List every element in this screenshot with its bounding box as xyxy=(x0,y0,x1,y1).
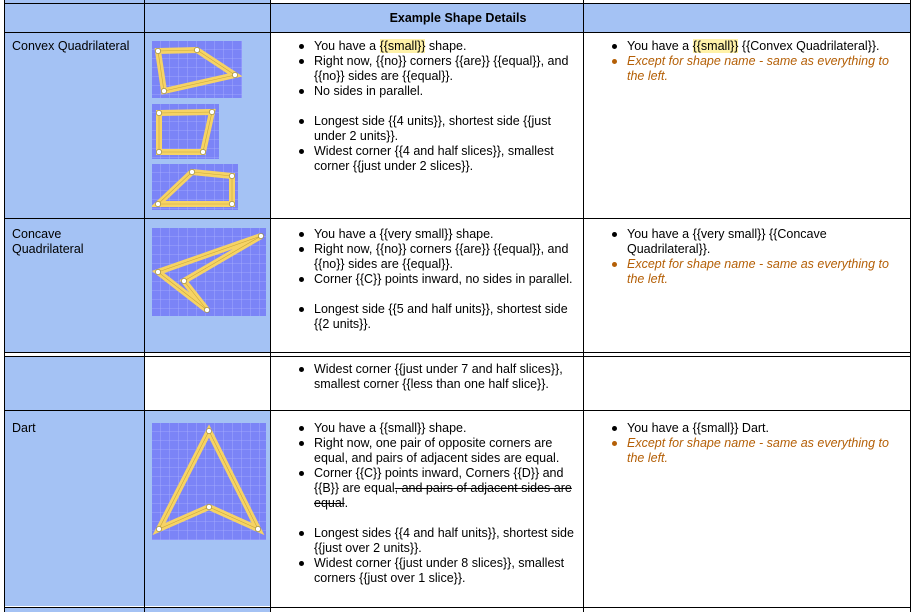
grid-line xyxy=(4,0,5,612)
grid-line xyxy=(4,3,911,4)
grid-line xyxy=(4,607,911,608)
list-item: Corner {{C}} points inward, Corners {{D}} and {{B}} are equal, and pairs of adjacent sides are equal. xyxy=(297,466,579,511)
grid-line xyxy=(144,0,145,612)
list-item: Widest corner {{4 and half slices}}, smallest corner {{just under 2 slices}}. xyxy=(297,144,579,174)
grid-line xyxy=(910,0,911,612)
convex-image-1 xyxy=(152,41,242,98)
list-item: You have a {{small}} shape. xyxy=(297,421,579,436)
continuation-details xyxy=(297,362,579,392)
grid-line xyxy=(270,0,271,612)
label-cell-bottom xyxy=(5,608,144,612)
list-item: Longest side {{5 and half units}}, shortest side {{2 units}}. xyxy=(297,302,579,332)
list-item: Right now, one pair of opposite corners are equal, and pairs of adjacent sides are equal. xyxy=(297,436,579,466)
list-item: Widest corner {{just under 7 and half slices}}, smallest corner {{less than one half slice}}. xyxy=(297,362,579,392)
label-cell-convex xyxy=(5,33,144,218)
list-item: You have a {{very small}} shape. xyxy=(297,227,579,242)
grid-line xyxy=(4,32,911,33)
grid-line xyxy=(4,218,911,219)
list-item: Right now, {{no}} corners {{are}} {{equal}}, and {{no}} sides are {{equal}}. xyxy=(297,54,579,84)
list-item: Except for shape name - same as everything to the left. xyxy=(610,257,900,287)
convex-image-2 xyxy=(152,104,219,159)
table-header xyxy=(5,3,911,32)
highlight: {{small}} xyxy=(379,39,426,53)
row-label-concave: Concave Quadrilateral xyxy=(12,227,84,256)
dart-summary xyxy=(610,421,900,466)
list-item: Longest side {{4 units}}, shortest side {{just under 2 units}}. xyxy=(297,114,579,144)
list-item: You have a {{small}} Dart. xyxy=(610,421,900,436)
row-label-convex: Convex Quadrilateral xyxy=(12,39,130,53)
header-title: Example Shape Details xyxy=(389,10,527,25)
list-item: You have a {{very small}} {{Concave Quadrilateral}}. xyxy=(610,227,900,257)
list-item: You have a {{small}} shape. xyxy=(297,39,579,54)
list-item: Except for shape name - same as everything to the left. xyxy=(610,54,900,84)
strikethrough-text: , and pairs of adjacent sides are equal xyxy=(314,481,572,510)
pic-cell-bottom xyxy=(145,608,270,612)
list-item: Widest corner {{just under 8 slices}}, smallest corners {{just over 1 slice}}. xyxy=(297,556,579,586)
label-cell-continuation xyxy=(5,357,144,410)
grid-line xyxy=(4,410,911,411)
concave-image xyxy=(152,228,266,316)
grid-line xyxy=(4,352,911,353)
dart-image xyxy=(152,423,266,540)
grid-line xyxy=(583,0,584,612)
concave-details xyxy=(297,227,579,332)
list-item: Except for shape name - same as everything to the left. xyxy=(610,436,900,466)
list-item: Right now, {{no}} corners {{are}} {{equal}}, and {{no}} sides are {{equal}}. xyxy=(297,242,579,272)
row-label-dart: Dart xyxy=(12,421,36,435)
highlight: {{small}} xyxy=(692,39,739,53)
convex-image-3 xyxy=(152,164,238,210)
convex-summary xyxy=(610,39,900,84)
list-item: No sides in parallel. xyxy=(297,84,579,99)
list-item: Longest sides {{4 and half units}}, shortest side {{just over 2 units}}. xyxy=(297,526,579,556)
concave-summary xyxy=(610,227,900,287)
convex-details xyxy=(297,39,579,174)
dart-details xyxy=(297,421,579,586)
list-item: You have a {{small}} {{Convex Quadrilateral}}. xyxy=(610,39,900,54)
label-cell-dart xyxy=(5,411,144,606)
list-item: Corner {{C}} points inward, no sides in parallel. xyxy=(297,272,579,287)
grid-line xyxy=(4,356,911,357)
